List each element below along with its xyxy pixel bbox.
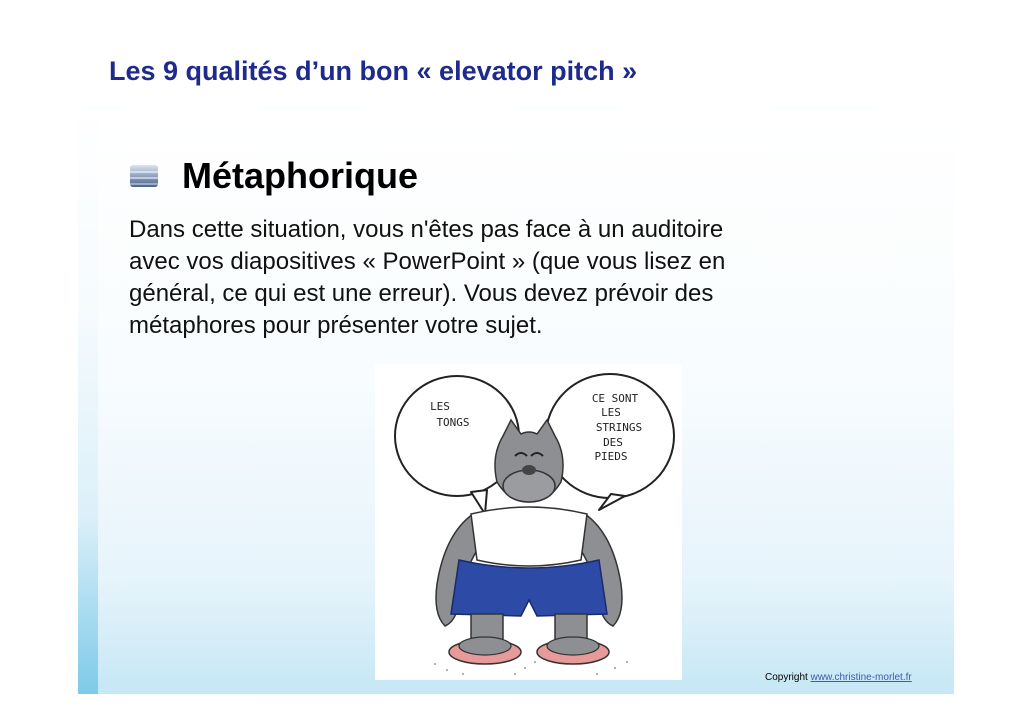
body-line: Dans cette situation, vous n'êtes pas face à un auditoire (129, 216, 724, 243)
bubble-right-text: PIEDS (594, 450, 628, 463)
bullet-square-icon (128, 163, 160, 189)
copyright-link[interactable]: www.christine-morlet.fr (810, 672, 912, 683)
bubble-left-text: LES (430, 400, 450, 413)
ground-texture (434, 661, 628, 675)
slide-title: Les 9 qualités d’un bon « elevator pitch » (109, 56, 638, 86)
section-heading: Métaphorique (182, 155, 419, 196)
speech-bubble-right (546, 374, 674, 510)
bubble-left-text: TONGS (436, 416, 470, 429)
bubble-right-text: CE SONT (591, 392, 639, 405)
bubble-right-text: DES (603, 436, 623, 449)
body-line: avec vos diapositives « PowerPoint » (que vous lisez en (129, 248, 726, 275)
body-paragraph (129, 214, 909, 342)
bubble-right-text: LES (601, 406, 621, 419)
copyright-footer (765, 672, 912, 683)
bubble-right-text: STRINGS (595, 421, 643, 434)
cartoon-cat-drawing (375, 364, 682, 680)
copyright-label: Copyright (765, 672, 808, 683)
body-line: général, ce qui est une erreur). Vous devez prévoir des (129, 280, 714, 307)
bullet-row (128, 155, 418, 197)
cartoon-illustration (375, 364, 682, 680)
body-line: métaphores pour présenter votre sujet. (129, 312, 543, 339)
